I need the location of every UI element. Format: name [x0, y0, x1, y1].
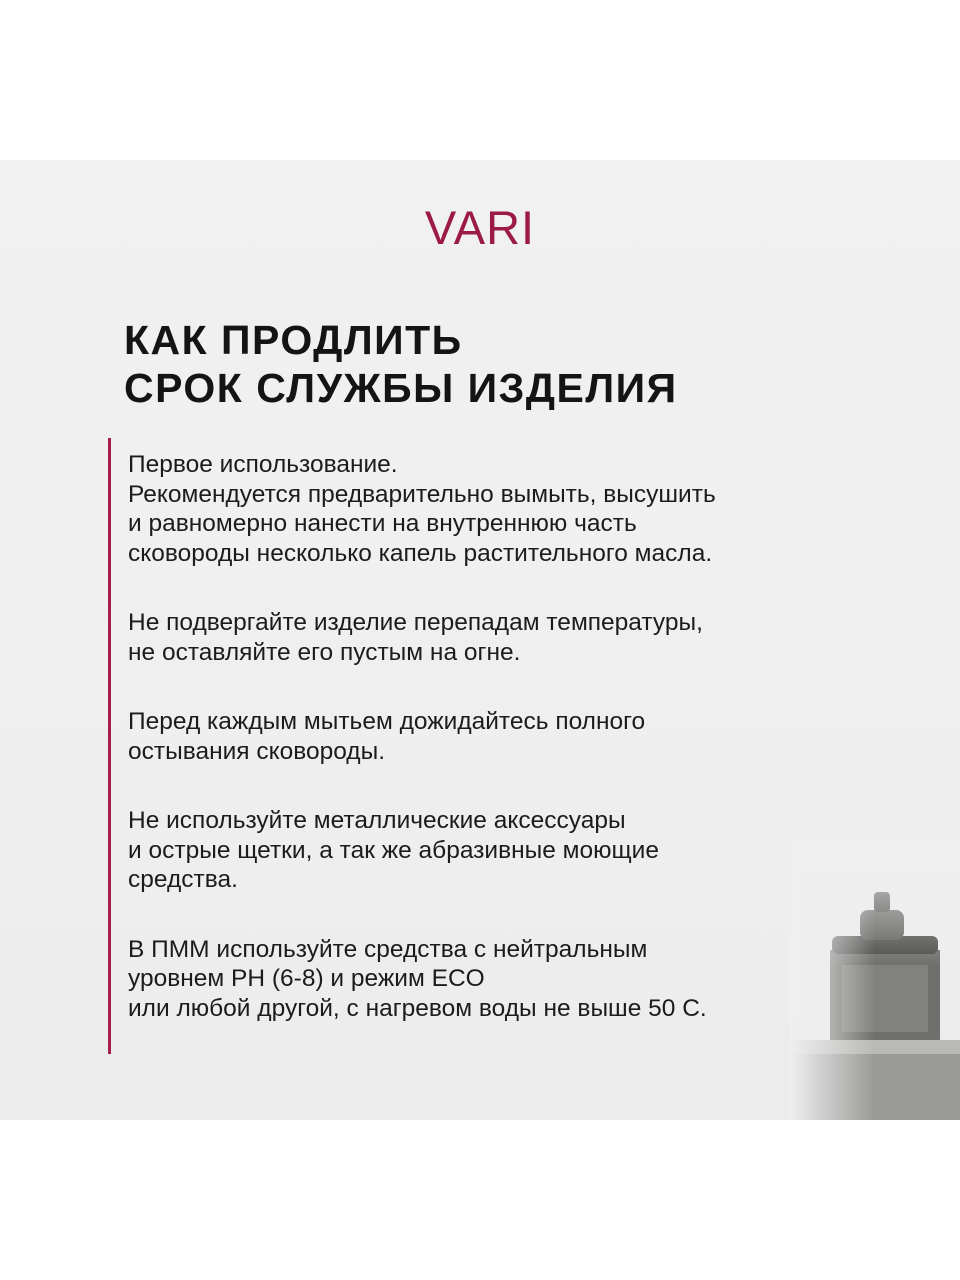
instruction-accessories [128, 806, 908, 895]
brand-logo: VARI [424, 201, 536, 254]
instruction-line: не оставляйте его пустым на огне. [128, 638, 521, 666]
instruction-temperature [128, 608, 908, 667]
instruction-line: средства. [128, 866, 238, 893]
instruction-cooling [128, 707, 908, 766]
page-title [124, 316, 884, 412]
instruction-line: Не используйте металлические аксессуары [128, 807, 626, 834]
care-instructions [128, 450, 908, 1063]
accent-divider-line [108, 438, 111, 1054]
instruction-line: уровнем РН (6-8) и режим ECO [128, 965, 485, 992]
instruction-first-use [128, 450, 908, 568]
instruction-line: В ПММ используйте средства с нейтральным [128, 935, 648, 963]
instruction-line: Рекомендуется предварительно вымыть, высушить [128, 480, 716, 508]
instruction-line: остывания сковороды. [128, 737, 386, 765]
instruction-line: Не подвергайте изделие перепадам температуры, [128, 609, 703, 636]
instruction-dishwasher [128, 935, 908, 1024]
instruction-line: и острые щетки, а так же абразивные моющие [128, 836, 659, 864]
info-card [0, 160, 960, 1120]
page-title-line-2: СРОК СЛУЖБЫ ИЗДЕЛИЯ [124, 365, 678, 411]
instruction-line: Первое использование. [128, 451, 398, 478]
instruction-line: и равномерно нанести на внутреннюю часть [128, 510, 637, 537]
instruction-line: сковороды несколько капель растительного масла. [128, 539, 713, 567]
instruction-line: или любой другой, с нагревом воды не выше 50 С. [128, 994, 707, 1022]
instruction-line: Перед каждым мытьем дожидайтесь полного [128, 708, 646, 735]
page-title-line-1: КАК ПРОДЛИТЬ [124, 317, 463, 363]
